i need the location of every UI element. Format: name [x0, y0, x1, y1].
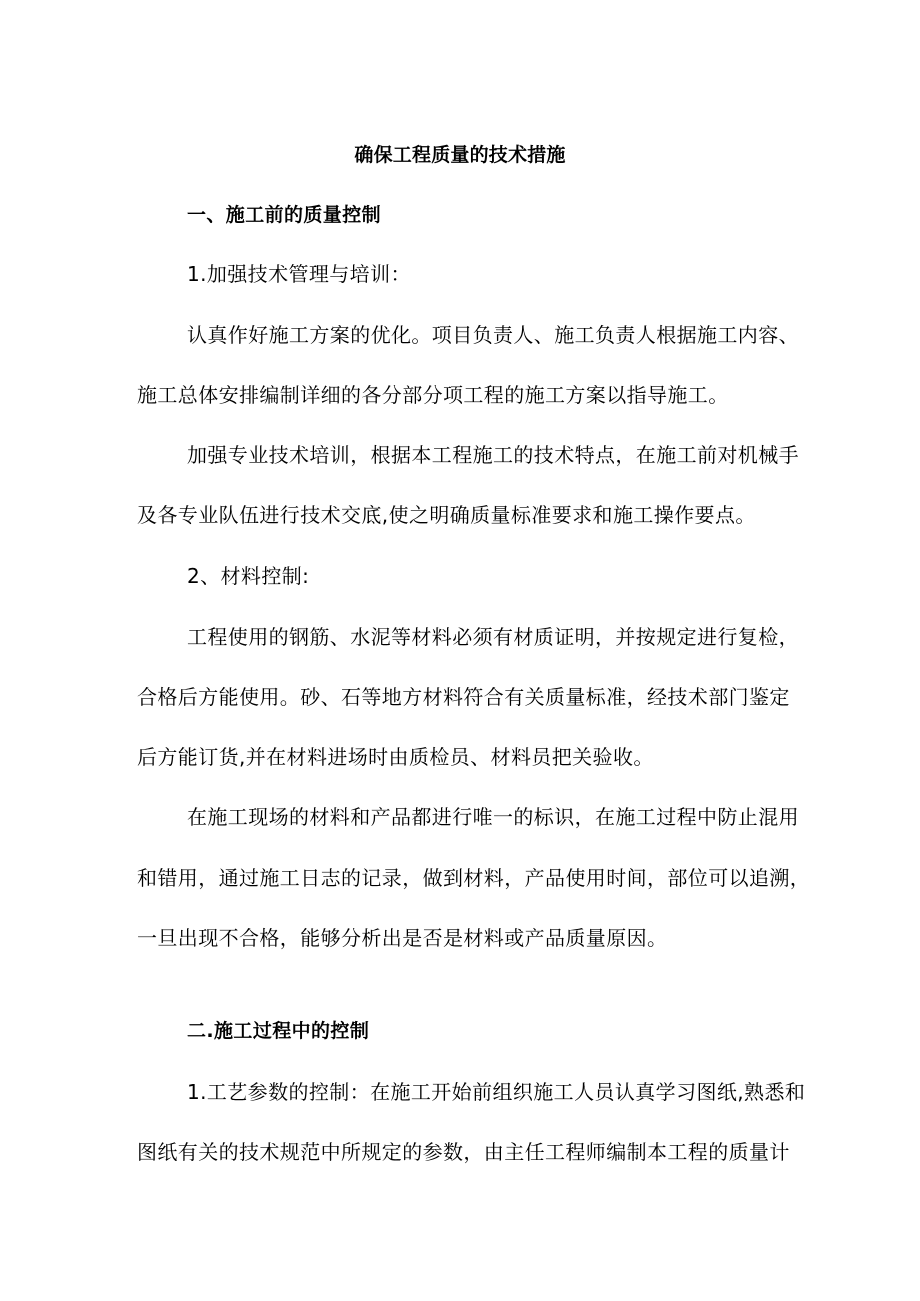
subsection-heading-1-1: 1.加强技术管理与培训：: [187, 262, 411, 286]
paragraph-line: 合格后方能使用。砂、石等地方材料符合有关质量标准，经技术部门鉴定: [137, 685, 790, 709]
paragraph-line: 1.工艺参数的控制：在施工开始前组织施工人员认真学习图纸,熟悉和: [187, 1080, 806, 1104]
paragraph-line: 图纸有关的技术规范中所规定的参数，由主任工程师编制本工程的质量计: [137, 1140, 790, 1164]
paragraph-line: 一旦出现不合格，能够分析出是否是材料或产品质量原因。: [137, 926, 668, 950]
document-title: 确保工程质量的技术措施: [354, 144, 566, 166]
subsection-heading-1-2: 2、材料控制:: [187, 564, 310, 588]
paragraph-line: 及各专业队伍进行技术交底,使之明确质量标准要求和施工操作要点。: [137, 503, 756, 527]
section-heading-2: 二.施工过程中的控制: [187, 1020, 370, 1042]
paragraph-line: 工程使用的钢筋、水泥等材料必须有材质证明，并按规定进行复检，: [187, 625, 799, 649]
paragraph-line: 在施工现场的材料和产品都进行唯一的标识，在施工过程中防止混用: [187, 805, 799, 829]
paragraph-line: 认真作好施工方案的优化。项目负责人、施工负责人根据施工内容、: [187, 323, 799, 347]
paragraph-line: 施工总体安排编制详细的各分部分项工程的施工方案以指导施工。: [137, 383, 729, 407]
paragraph-line: 和错用，通过施工日志的记录，做到材料，产品使用时间，部位可以追溯，: [137, 866, 811, 890]
section-heading-1: 一、施工前的质量控制: [187, 204, 382, 226]
paragraph-line: 后方能订货,并在材料进场时由质检员、材料员把关验收。: [137, 745, 654, 769]
paragraph-line: 加强专业技术培训，根据本工程施工的技术特点，在施工前对机械手: [187, 443, 799, 467]
